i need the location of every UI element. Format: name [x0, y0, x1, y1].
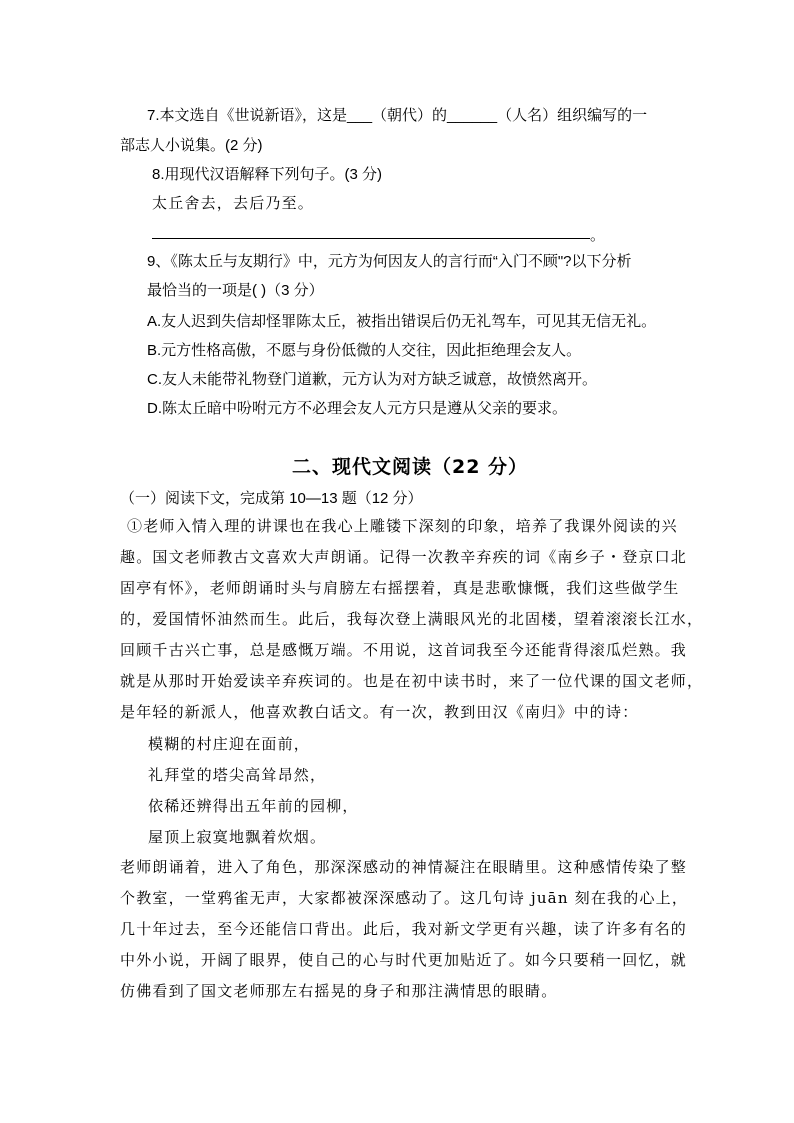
question-9-option-c: C.友人未能带礼物登门道歉，元方认为对方缺乏诚意，故愤然离开。 [147, 371, 598, 388]
passage-line: 的，爱国情怀油然而生。此后，我每次登上满眼风光的北固楼，望着滚滚长江水， [120, 610, 704, 628]
question-7-line-2: 部志人小说集。(2 分) [120, 137, 263, 154]
question-9-option-b: B.元方性格高傲，不愿与身份低微的人交往，因此拒绝理会友人。 [147, 342, 582, 359]
poem-line: 模糊的村庄迎在面前， [148, 735, 311, 753]
question-9-option-a: A.友人迟到失信却怪罪陈太丘，被指出错误后仍无礼驾车，可见其无信无礼。 [147, 313, 657, 330]
passage-line: 仿佛看到了国文老师那左右摇晃的身子和那注满情思的眼睛。 [120, 982, 558, 1000]
question-8-prompt: 8.用现代汉语解释下列句子。(3 分) [152, 166, 383, 183]
question-9-option-d: D.陈太丘暗中吩咐元方不必理会友人元方只是遵从父亲的要求。 [147, 400, 568, 417]
poem-line: 依稀还辨得出五年前的园柳， [148, 797, 359, 815]
passage-line: 就是从那时开始爱读辛弃疾词的。也是在初中读书时，来了一位代课的国文老师， [120, 672, 704, 690]
poem-line: 礼拜堂的塔尖高耸昂然， [148, 766, 327, 784]
passage-line: 几十年过去，至今还能信口背出。此后，我对新文学更有兴趣，读了许多有名的 [120, 920, 688, 938]
section-title: 二、现代文阅读（22 分） [292, 456, 529, 478]
answer-blank-line[interactable] [152, 238, 590, 239]
passage-line: 趣。国文老师教古文喜欢大声朗诵。记得一次教辛弃疾的词《南乡子・登京口北 [120, 548, 688, 566]
section-subtitle: （一）阅读下文，完成第 10—13 题（12 分） [120, 490, 423, 507]
question-8-sentence: 太丘舍去，去后乃至。 [152, 194, 315, 212]
question-9-line-2: 最恰当的一项是( )（3 分） [147, 282, 324, 299]
passage-line: 中外小说，开阔了眼界，使自己的心与时代更加贴近了。如今只要稍一回忆，就 [120, 951, 688, 969]
passage-line: 是年轻的新派人，他喜欢教白话文。有一次，教到田汉《南归》中的诗： [120, 703, 639, 721]
question-7-line-1: 7.本文选自《世说新语》，这是___（朝代）的______（人名）组织编写的一 [147, 107, 648, 124]
answer-line-end-mark: 。 [590, 227, 606, 244]
poem-line: 屋顶上寂寞地飘着炊烟。 [148, 828, 327, 846]
question-9-line-1: 9、《陈太丘与友期行》中，元方为何因友人的言行而“入门不顾"?以下分析 [147, 253, 632, 270]
passage-line: 个教室，一堂鸦雀无声，大家都被深深感动了。这几句诗 juān 刻在我的心上， [120, 889, 689, 907]
passage-line: ①老师入情入理的讲课也在我心上雕镂下深刻的印象，培养了我课外阅读的兴 [127, 517, 678, 535]
passage-line: 固亭有怀》，老师朗诵时头与肩膀左右摇摆着，真是悲歌慷慨，我们这些做学生 [120, 579, 680, 597]
passage-line: 老师朗诵着，进入了角色，那深深感动的神情凝注在眼睛里。这种感情传染了整 [120, 858, 688, 876]
passage-line: 回顾千古兴亡事，总是感慨万端。不用说，这首词我至今还能背得滚瓜烂熟。我 [120, 641, 688, 659]
